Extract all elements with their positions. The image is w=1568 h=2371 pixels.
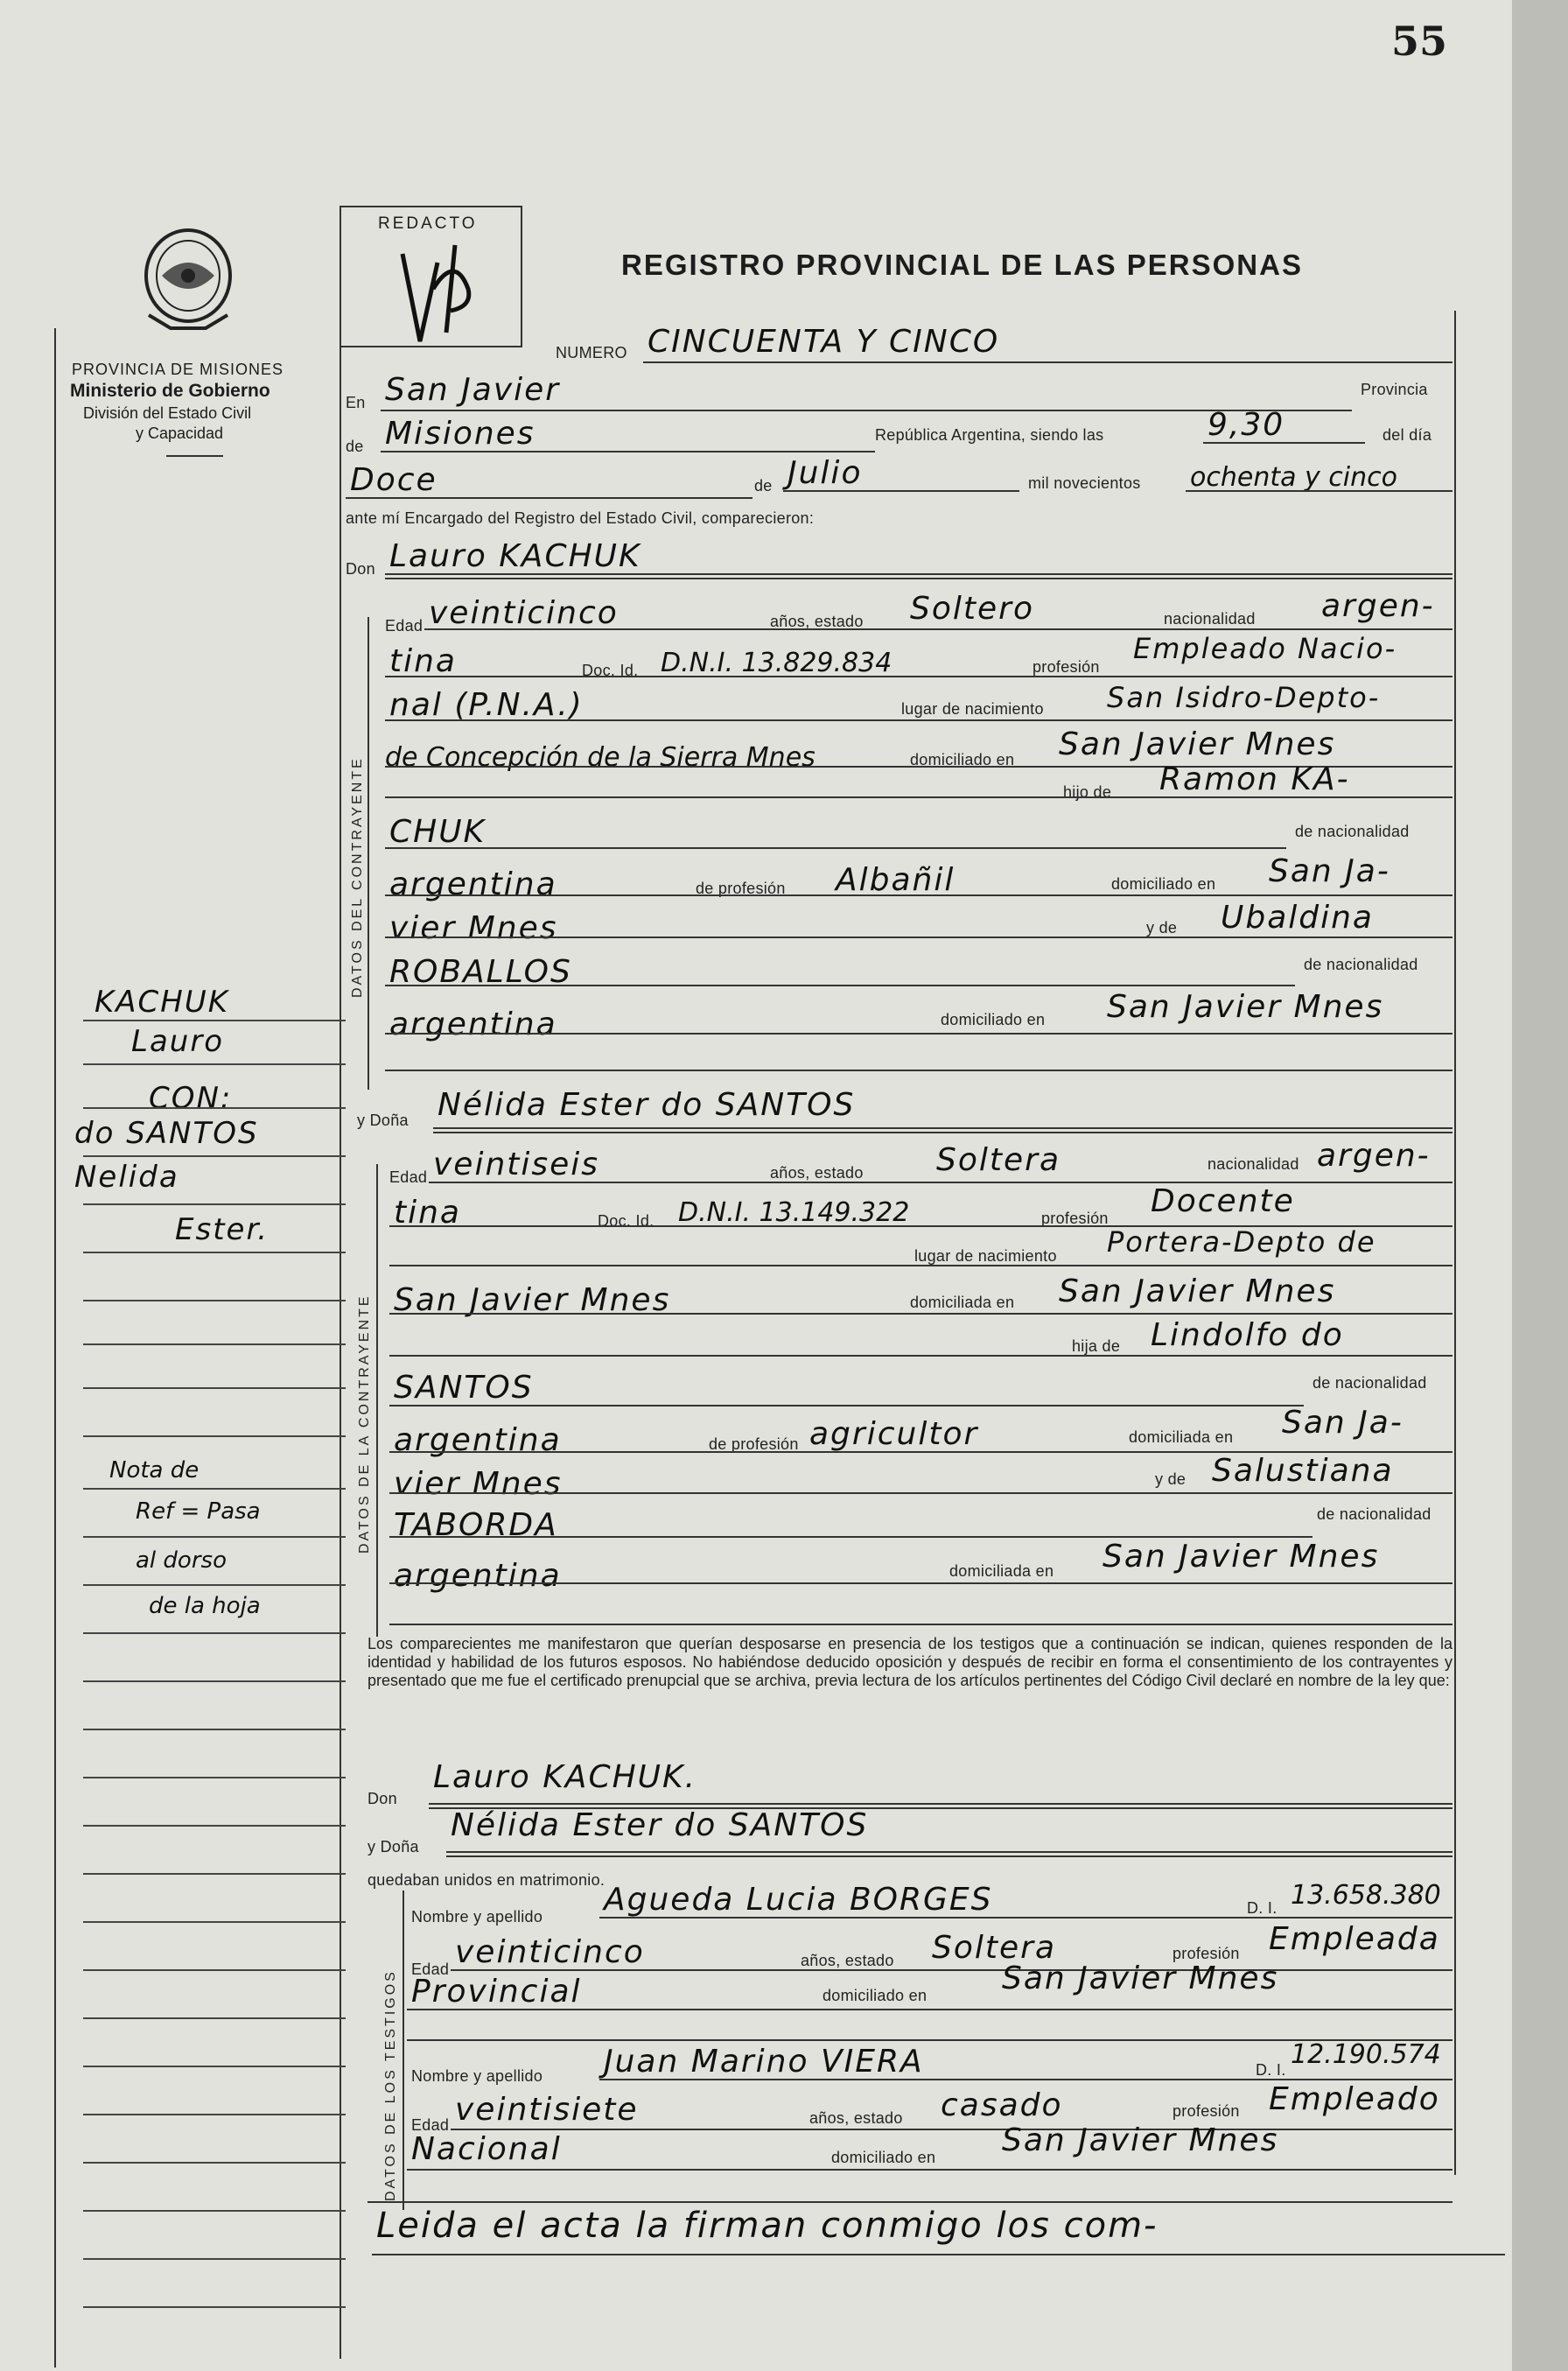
bride-madre-nac-label: de nacionalidad — [1317, 1505, 1432, 1523]
declaration-don-value: Lauro KACHUK. — [433, 1759, 697, 1795]
bride-padre-nac-label: de nacionalidad — [1312, 1374, 1427, 1392]
groom-line-3 — [385, 719, 1452, 721]
groom-padre-prof: Albañil — [836, 862, 956, 898]
groom-line-8 — [385, 936, 1452, 938]
bride-domicilio-lugar: San Javier Mnes — [394, 1282, 671, 1318]
bride-nacionalidad-label: nacionalidad — [1208, 1155, 1299, 1173]
bride-estado-label: años, estado — [770, 1164, 864, 1182]
groom-line-1 — [424, 628, 1452, 630]
bride-line-6 — [389, 1405, 1304, 1406]
groom-edad-label: Edad — [385, 617, 424, 635]
t1-edad-label: Edad — [411, 1961, 450, 1978]
dona-label: y Doña — [357, 1112, 409, 1129]
groom-madre-nac: argentina — [389, 1007, 557, 1042]
groom-padre-a: Ramon KA- — [1159, 761, 1350, 797]
groom-padre-dom-a: San Ja- — [1269, 853, 1390, 889]
city-line — [381, 410, 1352, 411]
margin-nota-3: al dorso — [136, 1547, 227, 1574]
page-number: 55 — [1391, 18, 1448, 65]
bride-line-3 — [389, 1265, 1452, 1266]
t1-domicilio-label: domiciliado en — [822, 1987, 928, 2004]
bride-name: Nélida Ester do SANTOS — [438, 1087, 856, 1123]
bride-edad-label: Edad — [389, 1168, 428, 1186]
mes-line — [783, 490, 1019, 492]
province-line — [381, 451, 875, 452]
division-label-2: y Capacidad — [136, 424, 224, 442]
margin-name-1: KACHUK — [94, 985, 230, 1020]
bride-section-label: DATOS DE LA CONTRAYENTE — [357, 1294, 372, 1554]
bride-madre-dom-label: domiciliada en — [949, 1562, 1054, 1580]
groom-estado: Soltero — [910, 591, 1034, 627]
groom-madre-b: ROBALLOS — [389, 954, 572, 990]
anio-line — [1186, 490, 1452, 492]
redacto-label: REDACTO — [378, 214, 478, 233]
groom-lugar-a: San Isidro-Depto- — [1107, 681, 1381, 714]
left-margin-line — [54, 328, 56, 2367]
margin-nota-4: de la hoja — [149, 1593, 261, 1619]
t2-line-3 — [407, 2169, 1452, 2171]
groom-domicilio-label: domiciliado en — [910, 751, 1015, 768]
bride-padre-nac: argentina — [394, 1422, 562, 1458]
t2-edad: veintisiete — [455, 2092, 639, 2128]
groom-doc-label: Doc. Id. — [582, 662, 639, 679]
bride-lugar-label: lugar de nacimiento — [914, 1247, 1057, 1265]
dia-line — [346, 497, 752, 499]
book-edge — [1512, 0, 1568, 2371]
bride-profesion: Docente — [1151, 1183, 1295, 1219]
bride-line-5 — [389, 1355, 1452, 1357]
t1-domicilio: San Javier Mnes — [1002, 1961, 1279, 1996]
groom-profesion-label: profesión — [1032, 658, 1100, 676]
groom-nacionalidad-a: argen- — [1321, 588, 1435, 624]
bride-madre-b: TABORDA — [394, 1507, 558, 1543]
numero-label: NUMERO — [556, 344, 627, 361]
bride-padre-prof-label: de profesión — [709, 1435, 799, 1453]
bride-doc-label: Doc. Id. — [598, 1212, 654, 1230]
groom-doc: D.N.I. 13.829.834 — [661, 648, 892, 678]
t2-edad-label: Edad — [411, 2116, 450, 2134]
t1-di-label: D. I. — [1247, 1899, 1278, 1917]
bride-y-de-label: y de — [1155, 1470, 1186, 1488]
don-label: Don — [346, 560, 375, 578]
unidos-label: quedaban unidos en matrimonio. — [368, 1871, 606, 1889]
bride-hija-label: hija de — [1072, 1337, 1121, 1355]
margin-name-4: do SANTOS — [74, 1116, 259, 1151]
groom-name: Lauro KACHUK — [389, 538, 641, 574]
groom-padre-dom-label: domiciliado en — [1111, 875, 1216, 893]
bride-line-1 — [429, 1182, 1452, 1183]
bride-lugar: Portera-Depto de — [1107, 1225, 1376, 1259]
groom-lugar-b: de Concepción de la Sierra Mnes — [385, 742, 816, 773]
dia-value: Doce — [350, 462, 438, 498]
groom-line-5 — [385, 796, 1452, 798]
bride-padre-prof: agricultor — [809, 1416, 979, 1452]
hora-line — [1203, 442, 1365, 444]
provincia-label: Provincia — [1361, 381, 1428, 398]
groom-madre-a: Ubaldina — [1221, 900, 1374, 936]
groom-profesion-b: nal (P.N.A.) — [389, 687, 584, 723]
province-label: PROVINCIA DE MISIONES — [72, 361, 284, 378]
groom-padre-dom-b: vier Mnes — [389, 910, 558, 946]
groom-nacionalidad-b: tina — [389, 643, 457, 679]
margin-nota-2: Ref = Pasa — [136, 1498, 261, 1525]
bride-line-10 — [389, 1582, 1452, 1584]
hora-value: 9,30 — [1208, 407, 1285, 443]
mes-value: Julio — [788, 455, 863, 491]
bride-madre-dom: San Javier Mnes — [1102, 1539, 1380, 1575]
main-right-line — [1454, 311, 1456, 2175]
groom-line-6 — [385, 847, 1286, 849]
groom-madre-dom-label: domiciliado en — [941, 1011, 1046, 1028]
closing-line: Leida el acta la firman conmigo los com- — [376, 2206, 1158, 2246]
bride-padre-dom-a: San Ja- — [1282, 1405, 1404, 1441]
t2-profesion-b: Nacional — [411, 2131, 562, 2167]
republica-label: República Argentina, siendo las — [875, 426, 1104, 444]
margin-name-2: Lauro — [131, 1024, 225, 1059]
t1-nombre-label: Nombre y apellido — [411, 1908, 543, 1926]
groom-name-line — [385, 573, 1452, 579]
groom-domicilio: San Javier Mnes — [1059, 726, 1336, 762]
t2-estado: casado — [941, 2087, 1063, 2123]
bride-madre-a: Salustiana — [1212, 1453, 1394, 1489]
t1-line-3 — [407, 2009, 1452, 2010]
bride-doc: D.N.I. 13.149.322 — [678, 1197, 910, 1228]
groom-profesion-a: Empleado Nacio- — [1133, 632, 1397, 665]
redacto-initials-signature — [385, 236, 516, 350]
bride-padre-b: SANTOS — [394, 1370, 534, 1406]
t1-profesion-b: Provincial — [411, 1974, 582, 2010]
t1-nombre: Agueda Lucia BORGES — [604, 1882, 993, 1918]
province-value: Misiones — [385, 416, 536, 452]
en-label: En — [346, 394, 366, 411]
groom-madre-nac-label: de nacionalidad — [1304, 956, 1418, 973]
testigos-section-label: DATOS DE LOS TESTIGOS — [383, 1969, 398, 2201]
t2-profesion-label: profesión — [1172, 2102, 1240, 2120]
document-title: REGISTRO PROVINCIAL DE LAS PERSONAS — [621, 249, 1303, 281]
groom-section-label: DATOS DEL CONTRAYENTE — [350, 756, 365, 998]
del-dia-label: del día — [1382, 426, 1432, 444]
bride-domicilio-label: domiciliada en — [910, 1294, 1015, 1311]
ante-mi-label: ante mí Encargado del Registro del Estado Civil, comparecieron: — [346, 509, 815, 527]
division-label: División del Estado Civil — [83, 404, 252, 422]
t1-estado: Soltera — [932, 1930, 1057, 1966]
anio-value: ochenta y cinco — [1190, 462, 1397, 493]
declaration-dona-value: Nélida Ester do SANTOS — [451, 1807, 869, 1843]
groom-padre-prof-label: de profesión — [696, 880, 786, 897]
t2-line-4 — [368, 2201, 1452, 2203]
bride-nacionalidad-a: argen- — [1317, 1138, 1431, 1174]
bride-estado: Soltera — [936, 1142, 1061, 1178]
declaration-dona-label: y Doña — [368, 1838, 419, 1855]
bride-line-4 — [389, 1313, 1452, 1315]
groom-madre-dom: San Javier Mnes — [1107, 989, 1384, 1025]
bride-line-11 — [389, 1624, 1452, 1625]
bride-block-line — [376, 1164, 378, 1637]
t1-profesion-a: Empleada — [1269, 1921, 1440, 1957]
bride-padre-dom-label: domiciliada en — [1129, 1428, 1234, 1446]
bride-nacionalidad-b: tina — [394, 1195, 461, 1231]
groom-hijo-label: hijo de — [1063, 783, 1112, 801]
bride-profesion-label: profesión — [1041, 1210, 1109, 1227]
coat-of-arms-seal — [131, 223, 245, 337]
bride-edad: veintiseis — [433, 1147, 600, 1182]
declaration-text: Los comparecientes me manifestaron que querían desposarse en presencia de los testigos que a continuación se indican, quienes responden de la identidad y habilidad de los futuros esposos. No habiéndose deducido oposición y después de recibir en forma el consentimiento de los contrayentes y presentado que me fue el certificado prenupcial que se archiva, previa lectura de los artículos pertinentes del Código Civil declaré en nombre de la ley que: — [368, 1635, 1452, 1689]
groom-edad: veinticinco — [429, 595, 619, 631]
t2-di: 12.190.574 — [1291, 2039, 1441, 2070]
groom-block-line — [368, 617, 369, 1090]
margin-name-3: CON: — [149, 1081, 233, 1116]
bride-domicilio: San Javier Mnes — [1059, 1273, 1336, 1309]
ministry-label: Ministerio de Gobierno — [70, 381, 270, 401]
closing-rule — [372, 2254, 1505, 2255]
margin-name-6: Ester. — [175, 1212, 270, 1247]
t2-profesion-a: Empleado — [1269, 2081, 1440, 2117]
groom-estado-label: años, estado — [770, 613, 864, 630]
testigos-block-line — [402, 1890, 404, 2210]
mil-novecientos-label: mil novecientos — [1028, 474, 1141, 492]
bride-padre-a: Lindolfo do — [1151, 1317, 1344, 1353]
groom-padre-b: CHUK — [389, 814, 486, 850]
t2-di-label: D. I. — [1256, 2061, 1286, 2079]
groom-line-11 — [385, 1070, 1452, 1071]
t2-line-1 — [599, 2079, 1452, 2080]
t2-domicilio: San Javier Mnes — [1002, 2122, 1279, 2158]
t2-estado-label: años, estado — [809, 2109, 903, 2127]
bride-line-8 — [389, 1492, 1452, 1494]
main-left-line — [340, 206, 341, 2359]
bride-madre-nac: argentina — [394, 1558, 562, 1594]
bride-name-line — [433, 1127, 1452, 1133]
t2-nombre: Juan Marino VIERA — [604, 2044, 924, 2080]
de-label: de — [346, 438, 364, 455]
numero-value: CINCUENTA Y CINCO — [648, 324, 1000, 360]
groom-padre-nac-label: de nacionalidad — [1295, 823, 1410, 840]
t2-nombre-label: Nombre y apellido — [411, 2067, 543, 2085]
declaration-don-label: Don — [368, 1790, 397, 1807]
groom-lugar-label: lugar de nacimiento — [901, 700, 1044, 718]
t1-edad: veinticinco — [455, 1934, 645, 1970]
margin-name-5: Nelida — [74, 1160, 179, 1195]
t1-line-1 — [599, 1917, 1452, 1919]
numero-line — [643, 361, 1452, 363]
t1-estado-label: años, estado — [801, 1952, 894, 1969]
t2-domicilio-label: domiciliado en — [831, 2149, 936, 2166]
t1-line-2 — [451, 1969, 1452, 1971]
groom-nacionalidad-label: nacionalidad — [1164, 610, 1256, 628]
groom-line-9 — [385, 985, 1295, 986]
header-rule — [166, 455, 223, 457]
declaration-dona-line — [446, 1851, 1452, 1857]
groom-y-de-label: y de — [1146, 919, 1178, 936]
margin-nota-1: Nota de — [109, 1457, 200, 1484]
bride-padre-dom-b: vier Mnes — [394, 1466, 563, 1502]
groom-padre-nac: argentina — [389, 866, 557, 902]
de-mes-label: de — [754, 477, 773, 495]
bride-line-9 — [389, 1536, 1312, 1538]
groom-line-2 — [385, 676, 1452, 677]
t1-profesion-label: profesión — [1172, 1945, 1240, 1962]
t1-di: 13.658.380 — [1291, 1880, 1441, 1911]
groom-line-7 — [385, 894, 1452, 896]
t2-line-2 — [451, 2129, 1452, 2130]
groom-line-10 — [385, 1033, 1452, 1035]
city-value: San Javier — [385, 372, 561, 408]
